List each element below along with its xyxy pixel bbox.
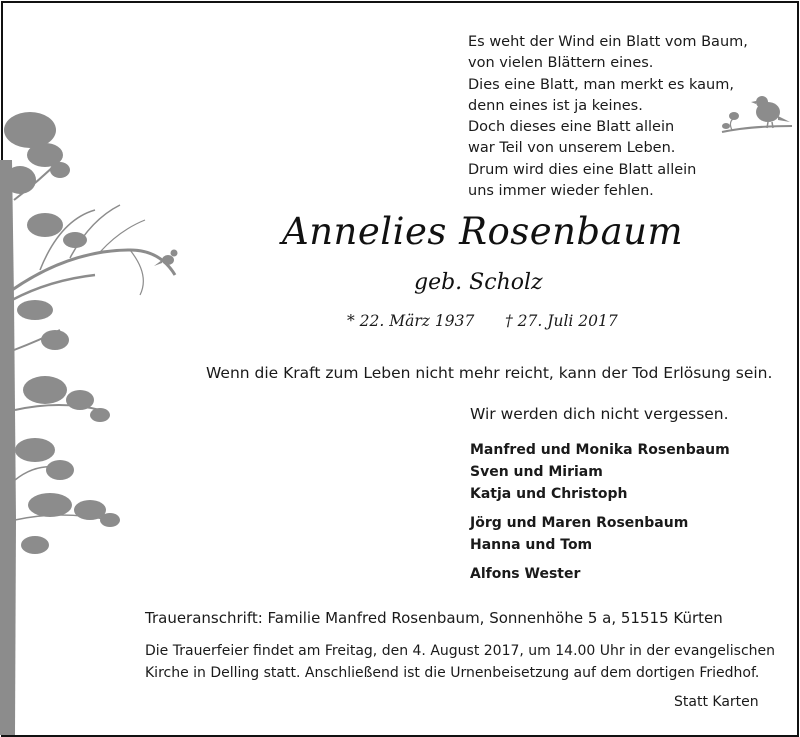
poem [468, 32, 748, 202]
mourner-name: Hanna und Tom [470, 537, 593, 553]
poem-line: Doch dieses eine Blatt allein [468, 119, 675, 136]
closing-note: Statt Karten [674, 694, 759, 710]
farewell-line: Wir werden dich nicht vergessen. [470, 405, 729, 423]
poem-line: uns immer wieder fehlen. [468, 183, 654, 200]
poem-line: von vielen Blättern eines. [468, 55, 654, 72]
poem-line: war Teil von unserem Leben. [468, 140, 676, 157]
mourner-name: Manfred und Monika Rosenbaum [470, 442, 730, 458]
poem-line: Dies eine Blatt, man merkt es kaum, [468, 76, 734, 93]
motto: Wenn die Kraft zum Leben nicht mehr reicht, kann der Tod Erlösung sein. [206, 364, 773, 382]
deceased-name: Annelies Rosenbaum [282, 210, 684, 253]
mourner-name: Katja und Christoph [470, 486, 628, 502]
birth-date: * 22. März 1937 [347, 312, 475, 330]
poem-line: denn eines ist ja keines. [468, 97, 643, 114]
mourner-name: Sven und Miriam [470, 464, 603, 480]
death-date: † 27. Juli 2017 [505, 312, 618, 330]
mourner-name: Jörg und Maren Rosenbaum [470, 515, 689, 531]
poem-line: Es weht der Wind ein Blatt vom Baum, [468, 34, 748, 50]
ceremony-line: Die Trauerfeier findet am Freitag, den 4. August 2017, um 14.00 Uhr in der evangelischen [145, 643, 776, 659]
mourning-address: Traueranschrift: Familie Manfred Rosenbaum, Sonnenhöhe 5 a, 51515 Kürten [145, 609, 723, 627]
ceremony-line: Kirche in Delling statt. Anschließend ist die Urnenbeisetzung auf dem dortigen Friedhof. [145, 665, 760, 681]
ceremony-info [145, 640, 775, 684]
poem-line: Drum wird dies eine Blatt allein [468, 161, 697, 178]
maiden-name: geb. Scholz [414, 270, 543, 295]
mourner-name: Alfons Wester [470, 566, 581, 582]
